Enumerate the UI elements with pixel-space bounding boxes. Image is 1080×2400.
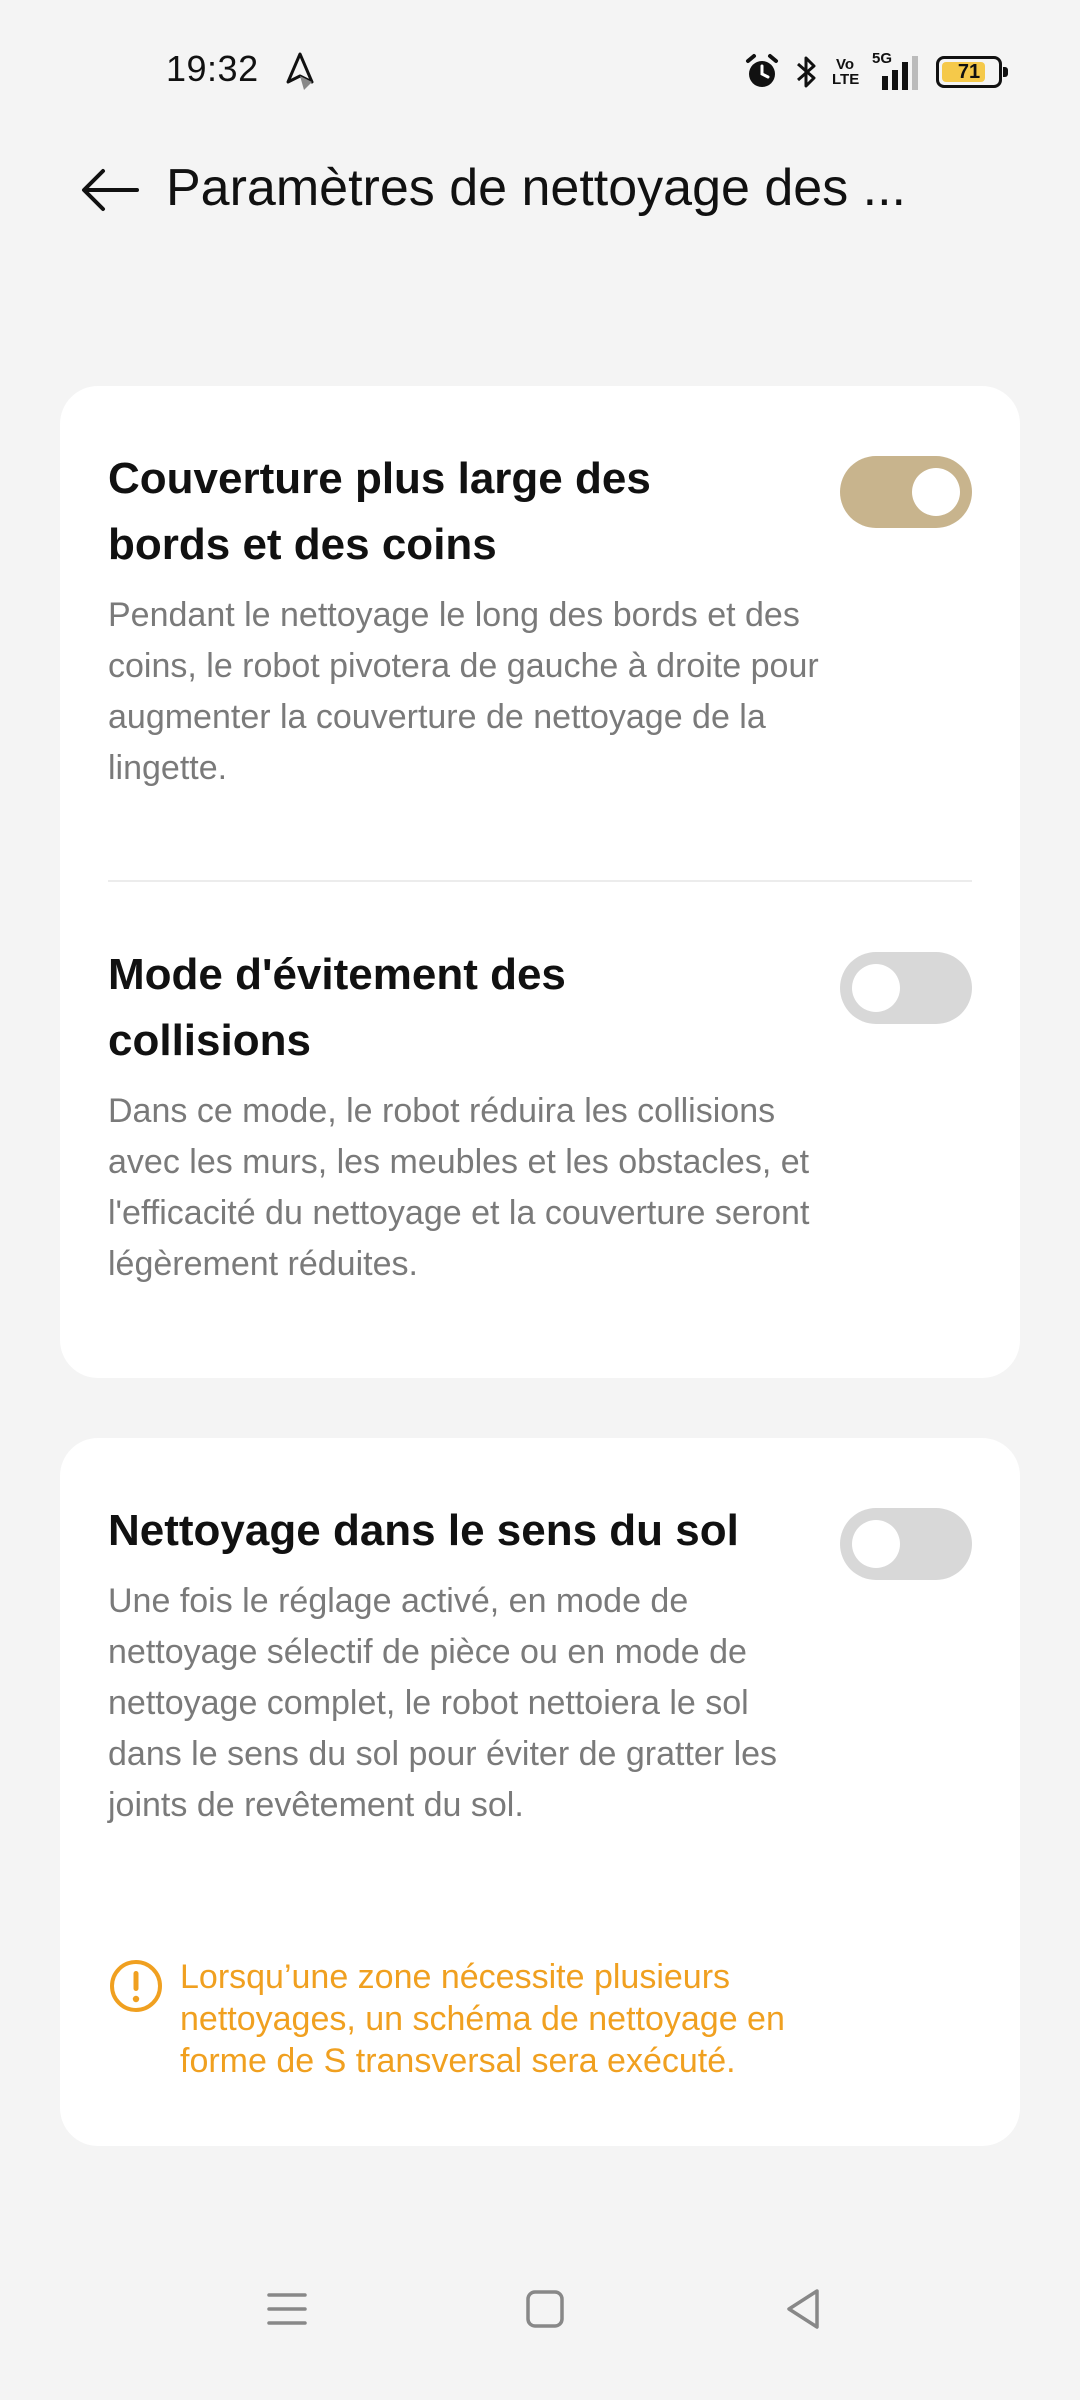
warning-text: Lorsqu’une zone nécessite plusieurs nettoyages, un schéma de nettoyage en forme de S transversal sera exécuté. [180,1958,785,2080]
setting-title: Couverture plus large des bords et des coins [108,454,651,569]
toggle-knob [852,964,900,1012]
setting-description: Pendant le nettoyage le long des bords et des coins, le robot pivotera de gauche à droite pour augmenter la couverture de nettoyage de la lingette. [108,596,819,787]
battery-indicator [936,56,1002,88]
alarm-icon [744,53,780,91]
floor-direction-toggle[interactable] [840,1508,972,1580]
back-triangle-icon [783,2287,823,2331]
setting-description: Dans ce mode, le robot réduira les collisions avec les murs, les meubles et les obstacles, et l'efficacité du nettoyage et la couverture seront légèrement réduites. [108,1092,810,1283]
warning-notice [108,1956,972,2082]
setting-edge-coverage [108,446,972,794]
page-title: Paramètres de nettoyage des ... [166,159,906,217]
setting-collision-avoidance [108,942,972,1290]
system-nav-bar [0,2220,1080,2400]
signal-5g [872,52,922,92]
header [0,140,1080,240]
navigation-arrow-icon [282,52,318,92]
back-arrow-icon [79,166,141,214]
status-time: 19:32 [166,48,259,89]
bluetooth-icon [794,53,818,91]
nav-menu-button[interactable] [242,2264,332,2354]
settings-card-2 [60,1438,1020,2146]
setting-title: Mode d'évitement des collisions [108,950,566,1065]
volte-line2: LTE [832,71,860,88]
toggle-knob [852,1520,900,1568]
setting-title: Nettoyage dans le sens du sol [108,1506,739,1555]
setting-description: Une fois le réglage activé, en mode de nettoyage sélectif de pièce ou en mode de nettoyage complet, le robot nettoiera le sol dans le sens du sol pour éviter de gratter les joints de revêtement du sol. [108,1582,778,1824]
nav-back-button[interactable] [758,2264,848,2354]
volte-line1: Vo [835,56,855,73]
menu-icon [265,2289,309,2329]
setting-floor-direction [108,1498,972,1831]
settings-card-1 [60,386,1020,1378]
nav-home-button[interactable] [500,2264,590,2354]
volte-indicator [832,57,858,87]
toggle-knob [912,468,960,516]
back-button[interactable] [70,150,150,230]
battery-level: 71 [957,60,981,83]
signal-bars-icon [872,52,922,92]
collision-avoidance-toggle[interactable] [840,952,972,1024]
status-bar [0,0,1080,140]
home-square-icon [525,2289,565,2329]
divider [108,880,972,882]
exclamation-circle-icon [108,1958,164,2014]
status-icons [744,50,1002,94]
network-type: 5G [872,50,893,67]
edge-coverage-toggle[interactable] [840,456,972,528]
battery-cap [1003,67,1008,77]
